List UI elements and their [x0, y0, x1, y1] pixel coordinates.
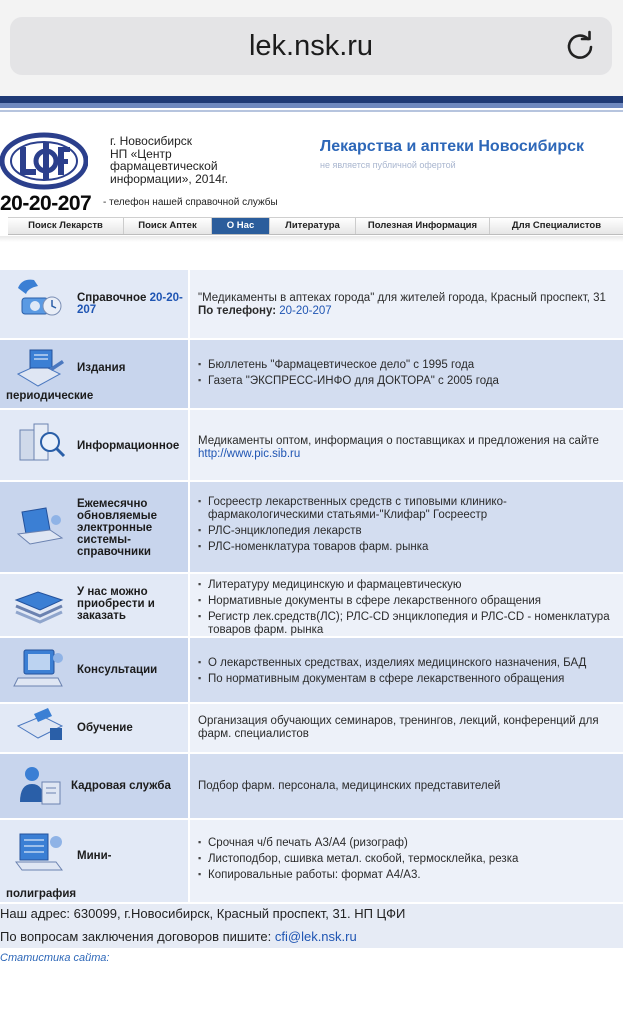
- service-description: Подбор фарм. персонала, медицинских представителей: [198, 780, 501, 792]
- org-line: г. Новосибирск: [110, 134, 193, 148]
- service-title-tail: периодические: [6, 390, 94, 402]
- service-description: Медикаменты оптом, информация о поставщиках и предложения на сайте http://www.pic.sib.ru: [198, 435, 599, 460]
- building-magnifier-icon: [12, 420, 68, 466]
- contact-email-link[interactable]: cfi@lek.nsk.ru: [274, 929, 357, 944]
- site-subtitle: не является публичной офертой: [320, 160, 456, 170]
- nav-item-literature[interactable]: Литература: [270, 218, 356, 234]
- nav-item-find-drugs[interactable]: Поиск Лекарств: [8, 218, 124, 234]
- service-title: Мини-: [77, 850, 112, 862]
- service-description: [198, 837, 619, 885]
- service-title: Информационное: [77, 440, 180, 452]
- site-stats-link[interactable]: Статистика сайта:: [0, 952, 110, 964]
- list-item: ▪ По нормативным документам в сфере лекарственного обращения: [198, 673, 619, 686]
- list-item: ▪ РЛС-номенклатура товаров фарм. рынка: [198, 541, 619, 554]
- service-description: [198, 657, 619, 689]
- url-text[interactable]: lek.nsk.ru: [248, 30, 374, 62]
- site-title: Лекарства и аптеки Новосибирск: [320, 138, 585, 155]
- header-stripe-thin: [0, 110, 623, 112]
- service-row-publications: [0, 340, 623, 408]
- service-row-printing: [0, 820, 623, 902]
- printing-icon: [12, 828, 68, 874]
- books-icon: [12, 582, 68, 628]
- service-row-consultations: [0, 638, 623, 702]
- phone-icon: [12, 276, 68, 322]
- nav-shadow: [0, 236, 623, 242]
- list-item: ▪ Бюллетень "Фармацевтическое дело" с 1995 года: [198, 359, 619, 372]
- list-item: ▪ Срочная ч/б печать А3/А4 (ризограф): [198, 837, 619, 850]
- org-line: фармацевтической: [110, 159, 218, 173]
- footer-address: Наш адрес: 630099, г.Новосибирск, Красный проспект, 31. НП ЦФИ: [0, 906, 406, 921]
- consultation-monitor-icon: [12, 646, 68, 692]
- personnel-icon: [12, 764, 68, 810]
- service-row-information: [0, 410, 623, 480]
- service-title-phone[interactable]: 20-20-207: [77, 292, 183, 316]
- phone-link[interactable]: 20-20-207: [279, 304, 332, 317]
- service-title: Справочное 20-20-207: [77, 292, 183, 316]
- service-description: [198, 359, 619, 391]
- list-item: ▪ Листоподбор, сшивка метал. скобой, термосклейка, резка: [198, 853, 619, 866]
- service-title-tail: полиграфия: [6, 888, 77, 900]
- org-line: информации», 2014г.: [110, 171, 229, 186]
- org-line: НП «Центр: [110, 146, 172, 161]
- hotline-phone: 20-20-207: [0, 192, 92, 215]
- service-title: Обучение: [77, 722, 133, 734]
- org-info: [110, 135, 250, 185]
- nav-item-specialists[interactable]: Для Специалистов: [511, 220, 602, 231]
- service-row-training: [0, 704, 623, 752]
- service-row-purchase: [0, 574, 623, 636]
- list-item: ▪ Газета "ЭКСПРЕСС-ИНФО для ДОКТОРА" с 2005 года: [198, 375, 619, 388]
- service-title: Консультации: [77, 664, 158, 676]
- laptop-icon: [12, 502, 68, 548]
- list-item: ▪ О лекарственных средствах, изделиях медицинского назначения, БАД: [198, 657, 619, 670]
- header-stripe-light: [0, 103, 623, 108]
- reload-icon[interactable]: [564, 30, 596, 62]
- list-item: ▪ Регистр лек.средств(ЛС); РЛС-CD энциклопедия и РЛС-CD - номенклатура товаров фарм. рынка: [198, 611, 619, 636]
- service-title: Издания: [77, 362, 126, 374]
- nav-item-useful-info[interactable]: Полезная Информация: [356, 218, 490, 234]
- cfi-logo[interactable]: [0, 130, 88, 192]
- service-title: Ежемесячно обновляемые электронные системы-справочники: [77, 498, 158, 558]
- training-icon: [12, 706, 68, 752]
- list-item: ▪ Литературу медицинскую и фармацевтическую: [198, 579, 619, 592]
- publications-icon: [12, 346, 68, 392]
- service-description: Организация обучающих семинаров, тренингов, лекций, конференций для фарм. специалистов: [198, 715, 599, 740]
- list-item: ▪ РЛС-энциклопедия лекарств: [198, 525, 619, 538]
- list-item: ▪ Копировальные работы: формат А4/А3.: [198, 869, 619, 882]
- browser-toolbar: [0, 0, 623, 96]
- pic-site-link[interactable]: http://www.pic.sib.ru: [198, 447, 301, 460]
- service-row-hr: [0, 754, 623, 818]
- list-item: ▪ Госреестр лекарственных средств с типовыми клинико-фармакологическими статьями-"Клифар" Госреестр: [198, 496, 619, 521]
- header-stripe: [0, 96, 623, 103]
- service-description: [198, 579, 619, 640]
- phone-note: - телефон нашей справочной службы: [103, 197, 278, 208]
- footer-contact: По вопросам заключения договоров пишите: cfi@lek.nsk.ru: [0, 929, 357, 944]
- service-title: У нас можно приобрести и заказать: [77, 586, 155, 622]
- service-description: "Медикаменты в аптеках города" для жителей города, Красный проспект, 31 По телефону: 20-20-207: [198, 292, 606, 317]
- main-nav: [8, 217, 623, 235]
- service-title: Кадровая служба: [71, 780, 171, 792]
- service-description: [198, 496, 619, 557]
- list-item: ▪ Нормативные документы в сфере лекарственного обращения: [198, 595, 619, 608]
- nav-item-find-pharmacies[interactable]: Поиск Аптек: [124, 218, 212, 234]
- address-bar[interactable]: [10, 17, 612, 75]
- service-row-reference-systems: [0, 482, 623, 572]
- nav-item-about[interactable]: О Нас: [212, 218, 270, 234]
- service-row-reference: [0, 270, 623, 338]
